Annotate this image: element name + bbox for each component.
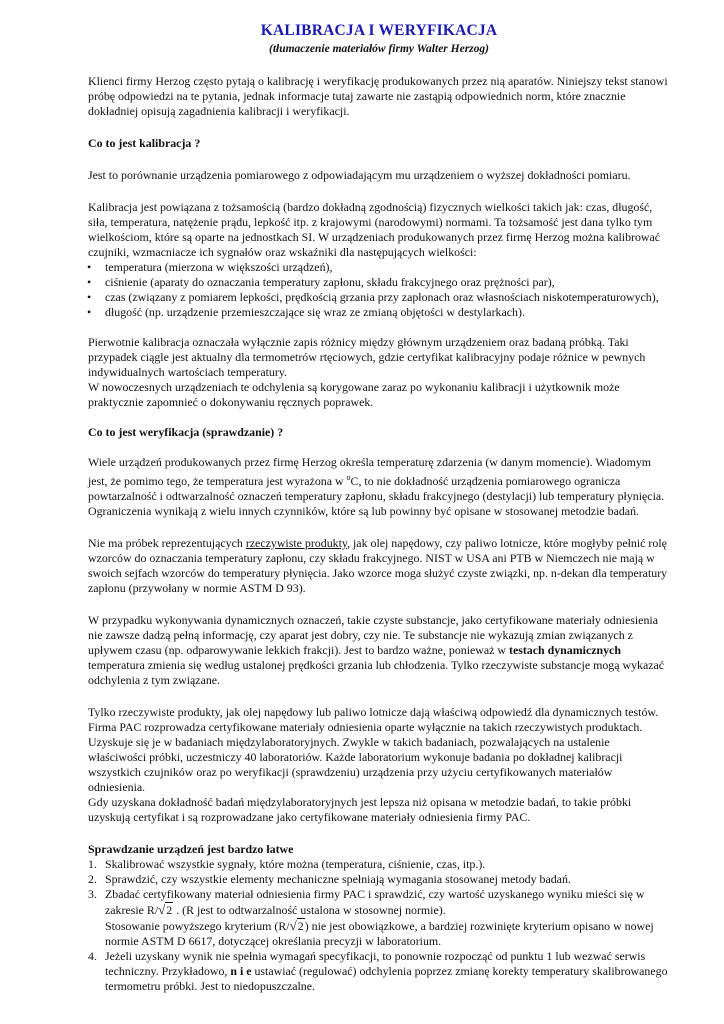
verification-paragraph-2: Nie ma próbek reprezentujących rzeczywiste produkty, jak olej napędowy, czy paliwo lotnicze, które mogłyby pełnić rolę wzorców do oznaczania temperatury zapłonu, czy składu frakcyjnego. NIST w USA ani PTB w Niemczech nie mają w swoich sejfach wzorców do temperatury płynięcia. Jako wzorce moga służyć czyste związki, np. n-dekan dla temperatury zapłonu (przywołany w normie ASTM D 93). [88, 535, 668, 595]
list-item [88, 857, 670, 872]
list-item [88, 872, 670, 887]
calibration-heading: Co to jest kalibracja ? [88, 136, 201, 150]
list-item: 4. Jeżeli uzyskany wynik nie spełnia wymagań specyfikacji, to ponownie rozpocząć od punktu 1 lub wezwać serwis techniczny. Przykładowo, n i e ustawiać (regulować) odchylenia poprzez zmianę korekty temperatury skalibrowanego termometru próbki. Jest to niedopuszczalne. [88, 948, 668, 993]
list-item-text: Skalibrować wszystkie sygnały, które można (temperatura, ciśnienie, czas, itp.). [105, 856, 486, 871]
calibration-modern-paragraph: W nowoczesnych urządzeniach te odchylenia są korygowane zaraz po wykonaniu kalibracji i użytkownik może praktycznie zapomnieć o dokonywaniu ręcznych poprawek. [88, 380, 620, 409]
verification-paragraph-4: Tylko rzeczywiste produkty, jak olej napędowy lub paliwo lotnicze dają właściwą odpowiedź dla dynamicznych testów. Firma PAC rozprowadza certyfikowane materiały odniesienia oparte wyłącznie na takich rzeczywistych produktach. Uzyskuje się je w badaniach międzylaboratoryjnych. Zwykle w takich badaniach, pozwalających na ustalenie właściwości próbki, uczestniczy 40 laboratoriów. Każde laboratorium wykonuje badania po dokładnej kalibracji wszystkich czujników oraz po weryfikacji (sprawdzeniu) urządzenia przy użyciu certyfikowanych materiałów odniesienia. [88, 704, 659, 794]
list-item-text: czas (związany z pomiarem lepkości, prędkością grzania przy zapłonach oraz własnościach niskotemperaturowych), [105, 290, 659, 304]
verification-paragraph-3: W przypadku wykonywania dynamicznych oznaczeń, takie czyste substancje, jako certyfikowane materiały odniesienia nie zawsze dadzą pełną informację, czy aparat jest dobry, czy nie. Te substancje nie wykazują zmian związanych z upływem czasu (np. odparowywanie lekkich frakcji). Jest to bardzo ważne, ponieważ w testach dynamicznych temperatura zmienia się według ustalonej prędkości grzania lub chłodzenia. Tylko rzeczywiste substancje mogą wykazać odchylenia z tym związane. [88, 612, 665, 687]
intro-paragraph: Klienci firmy Herzog często pytają o kalibrację i weryfikację produkowanych przez nią aparatów. Niniejszy tekst stanowi próbę odpowiedzi na te pytania, jednak informacje tutaj zawarte nie zastąpią odpowiednich norm, które znacznie dokładniej opisują zagadnienia kalibracji i weryfikacji. [88, 74, 668, 118]
underlined-text: rzeczywiste produkty [245, 535, 348, 550]
list-item [88, 260, 670, 275]
calibration-description: Kalibracja jest powiązana z tożsamością (bardzo dokładną zgodnością) fizycznych wielkości takich jak: czas, długość, siła, temperatura, natężenie prądu, lepkość itp. z krajowymi (narodowymi) normami. Ta tożsamość jest dana tylko tym wielkościom, które są oparte na jednostkach SI. W urządzeniach produkowanych przez firmę Herzog można kalibrować czujniki, wzmacniacze ich sygnałów oraz wskaźniki dla następujących wielkości: [88, 200, 661, 259]
calibration-quantities-list [88, 260, 670, 320]
verification-paragraph-5: Gdy uzyskana dokładność badań międzylaboratoryjnych jest lepsza niż opisana w metodzie badań, to takie próbki uzyskują certyfikat i są rozprowadzane jako certyfikowane materiały odniesienia firmy PAC. [88, 794, 632, 824]
bullet-icon: • [87, 275, 92, 289]
verification-paragraph-1: Wiele urządzeń produkowanych przez firmę Herzog określa temperaturę zdarzenia (w danym momencie). Wiadomym jest, że pomimo tego, że temperatura jest wyrażona w $^o$C, to nie dokładność urządzenia pomiarowego ogranicza powtarzalność i odtwarzalność oznaczeń temperatury zapłonu, składu frakcyjnego (destylacji) lub temperatury płynięcia. Ograniczenia wynikają z wielu innych czynników, które są lub powinny być opisane w stosowanej metodzie badań. [88, 455, 665, 518]
list-item [88, 290, 670, 305]
checking-heading: Sprawdzanie urządzeń jest bardzo łatwe [88, 841, 294, 856]
list-number: 4. [88, 948, 97, 963]
list-item-text: ciśnienie (aparaty do oznaczania temperatury zapłonu, składu frakcyjnego oraz prężności par), [105, 275, 555, 289]
bullet-icon: • [87, 290, 92, 304]
bullet-icon: • [87, 260, 92, 274]
calibration-history-paragraph: Pierwotnie kalibracja oznaczała wyłącznie zapis różnicy między głównym urządzeniem oraz badaną próbką. Taki przypadek ciągle jest aktualny dla termometrów rtęciowych, gdzie certyfikat kalibracyjny podaje różnice w pewnych indywidualnych wartościach temperatury. [88, 335, 646, 379]
checking-steps-list [88, 857, 670, 994]
degree-symbol: o [346, 473, 351, 482]
bold-text: testach dynamicznych [508, 642, 621, 657]
document-page [88, 22, 670, 994]
list-item-text: długość (np. urządzenie przemieszczające się wraz ze zmianą objętości w destylarkach). [105, 305, 525, 319]
list-number: 2. [88, 871, 97, 886]
list-item-text: Sprawdzić, czy wszystkie elementy mechaniczne spełniają wymagania stosowanej metody badań. [105, 871, 571, 886]
square-root-symbol: √2 [158, 901, 173, 917]
list-number: 1. [88, 856, 97, 871]
square-root-symbol: √2 [289, 917, 304, 933]
list-number: 3. [88, 886, 97, 901]
document-subtitle: (tłumaczenie materiałów firmy Walter Herzog) [269, 43, 489, 55]
bullet-icon: • [87, 305, 92, 319]
bold-text: n i e [230, 963, 252, 978]
list-item: 3. Zbadać certyfikowany materiał odniesienia firmy PAC i sprawdzić, czy wartość uzyskanego wyniku mieści się w zakresie R/√2 . (R jest to odtwarzalność ustalona w stosownej normie). Stosowanie powyższego kryterium (R/√2) nie jest obowiązkowe, a bardziej rozwinięte kryterium opisano w nowej normie ASTM D 6617, dotyczącej określania precyzji w laboratorium. [88, 886, 654, 948]
list-item [88, 275, 670, 290]
verification-heading: Co to jest weryfikacja (sprawdzanie) ? [88, 425, 284, 439]
calibration-definition: Jest to porównanie urządzenia pomiarowego z odpowiadającym mu urządzeniem o wyższej dokładności pomiaru. [88, 168, 631, 182]
list-item-text: temperatura (mierzona w większości urządzeń), [105, 260, 333, 274]
list-item [88, 305, 670, 320]
document-title: KALIBRACJA I WERYFIKACJA [260, 22, 498, 39]
